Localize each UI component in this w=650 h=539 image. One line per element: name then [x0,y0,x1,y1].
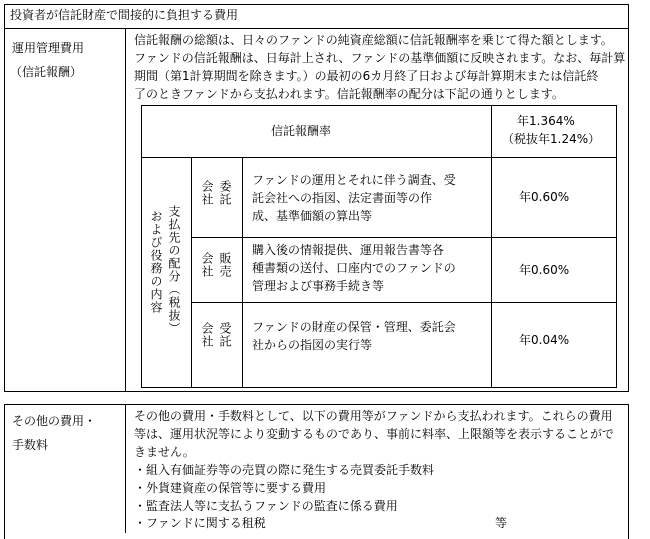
service-distributor-line2: 種書類の送付、口座内でのファンドの [252,261,456,275]
party-trustee-col2: 会社 [200,322,214,348]
other-fees-item-3: ・監査法人等に支払うファンドの監査に係る費用 [134,499,398,513]
total-rate-line2: （税抜年1.24%） [502,132,601,146]
service-distributor-line1: 購入後の情報提供、運用報告書等各 [252,243,445,257]
row-divider-1 [191,237,617,238]
allocation-label-col2: および役務の内容 [149,210,163,314]
party-consignor-col1: 委託 [218,180,232,206]
title-divider [4,28,629,29]
total-rate-line1: 年1.364% [517,114,575,128]
trust-fee-label-line2: （信託報酬） [10,65,83,79]
service-consignor-line3: 成、基準価額の算出等 [252,209,373,223]
party-column-divider [242,157,243,388]
rate-column-divider [491,105,492,388]
label-column-divider [125,28,126,392]
service-consignor-line2: 託会社への指図、法定書面等の作 [252,191,433,205]
trust-fee-desc-line1: 信託報酬の総額は、日々のファンドの純資産総額に信託報酬率を乗じて得た額とします。 [134,33,613,47]
other-fees-label-line2: 手数料 [12,438,49,452]
other-fees-label-divider [125,404,126,533]
other-fees-desc-line3: きません。 [134,445,195,459]
other-fees-desc-line1: その他の費用・手数料として、以下の費用等がファンドから支払われます。これらの費用 [134,409,613,423]
other-fees-label-line1: その他の費用・ [12,414,97,428]
party-consignor-col2: 会社 [200,180,214,206]
other-fees-item-2: ・外貨建資産の保管等に要する費用 [134,481,327,495]
rate-header-divider [141,157,617,158]
trust-fee-desc-line3: 期間（第1計算期間を除きます。）の最初の6カ月終了日および毎計算期末または信託終 [134,69,599,83]
allocation-label-col1: 支払先の配分（税抜） [167,205,181,335]
service-distributor-line3: 管理および事務手続き等 [252,279,385,293]
section-title: 投資者が信託財産で間接的に負担する費用 [10,8,239,22]
service-trustee-line2: 社からの指図の実行等 [252,338,373,352]
service-trustee-line1: ファンドの財産の保管・管理、委託会 [252,320,456,334]
party-trustee-col1: 受託 [218,322,232,348]
other-fees-item-4: ・ファンドに関する租税 [134,516,266,530]
other-fees-item-1: ・組入有価証券等の売買の際に発生する売買委託手数料 [134,463,435,477]
rate-trustee: 年0.04% [519,333,570,347]
trust-fee-desc-line2: ファンドの信託報酬は、日毎計上され、ファンドの基準価額に反映されます。なお、毎計算 [134,51,626,65]
trust-fee-desc-line4: 了のときファンドから支払われます。信託報酬率の配分は下記の通りとします。 [134,87,564,101]
party-distributor-col2: 会社 [200,252,214,278]
rate-header: 信託報酬率 [271,124,332,138]
rate-consignor: 年0.60% [519,190,570,204]
party-distributor-col1: 販売 [218,252,232,278]
other-fees-desc-line2: 等は、運用状況等により変動するものであり、事前に料率、上限額等を表示することがで [134,427,615,441]
service-consignor-line1: ファンドの運用とそれに伴う調査、受 [252,173,456,187]
other-fees-trailing: 等 [495,516,508,530]
allocation-label-divider [191,157,192,388]
trust-fee-label-line1: 運用管理費用 [12,41,85,55]
rate-distributor: 年0.60% [519,263,570,277]
row-divider-2 [191,302,617,303]
